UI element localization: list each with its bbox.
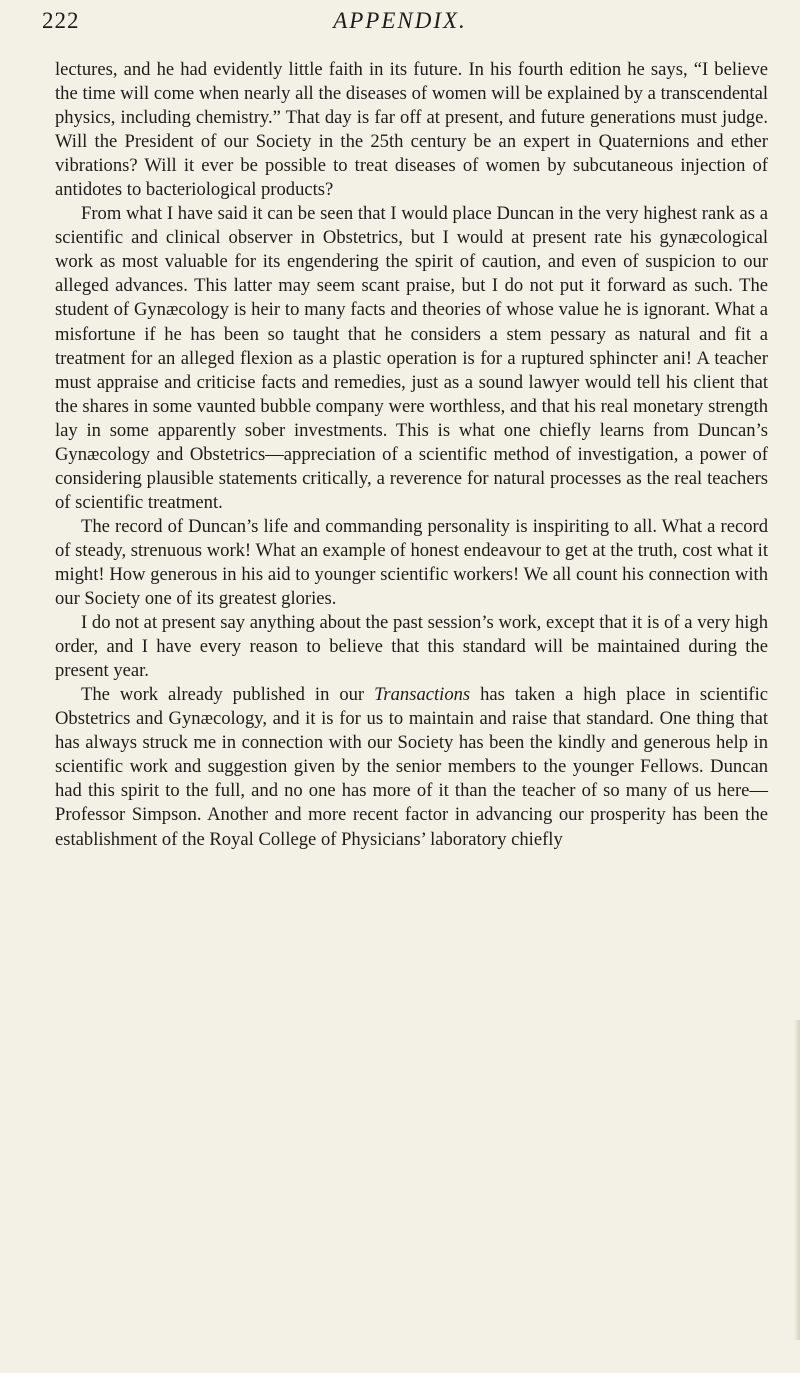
paragraph-4: I do not at present say anything about the past session’s work, except that it is of a very high order, and I have every reason to believe that this standard will be maintained during the present year. (55, 612, 768, 682)
body-text (55, 58, 768, 852)
page-edge-shadow (794, 1020, 800, 1340)
paragraph-2: From what I have said it can be seen that I would place Duncan in the very highest rank as a scientific and clinical observer in Obstetrics, but I would at present rate his gynæcological work as most valuable for its engendering the spirit of caution, and even of suspicion to our alleged advances. This latter may seem scant praise, but I do not put it forward as such. The student of Gynæcology is heir to many facts and theories of whose value he is ignorant. What a misfortune if he has been so taught that he considers a stem pessary as natural and fit a treatment for an alleged flexion as a plastic operation is for a ruptured sphincter ani! A teacher must appraise and criticise facts and remedies, just as a sound lawyer would tell his client that the shares in some vaunted bubble company were worthless, and that his real monetary strength lay in some apparently sober investments. This is what one chiefly learns from Duncan’s Gynæcology and Obstetrics—appreciation of a scientific method of investigation, a power of considering plausible statements critically, a reverence for natural processes as the real teachers of scientific treatment. (55, 203, 768, 513)
page-number: 222 (42, 8, 80, 33)
paragraph-1: lectures, and he had evidently little faith in its future. In his fourth edition he says, “I believe the time will come when nearly all the diseases of women will be explained by a transcendental physics, including chemistry.” That day is far off at present, and future generations must judge. Will the President of our Society in the 25th century be an expert in Quaternions and ether vibrations? Will it ever be possible to treat diseases of women by subcutaneous injection of antidotes to bacteriological products? (55, 59, 768, 201)
paragraph-5: The work already published in our Transactions has taken a high place in scientific Obstetrics and Gynæcology, and it is for us to maintain and raise that standard. One thing that has always struck me in connection with our Society has been the kindly and generous help in scientific work and suggestion given by the senior members to the younger Fellows. Duncan had this spirit to the full, and no one has more of it than the teacher of so many of us here—Professor Simpson. Another and more recent factor in advancing our prosperity has been the establishment of the Royal College of Physicians’ laboratory chiefly (55, 684, 768, 850)
paragraph-3: The record of Duncan’s life and commanding personality is inspiriting to all. What a record of steady, strenuous work! What an example of honest endeavour to get at the truth, cost what it might! How generous in his aid to younger scientific workers! We all count his connection with our Society one of its greatest glories. (55, 515, 768, 610)
running-title: APPENDIX. (333, 8, 467, 33)
page-header (42, 0, 758, 48)
journal-title: Transactions (374, 684, 471, 706)
